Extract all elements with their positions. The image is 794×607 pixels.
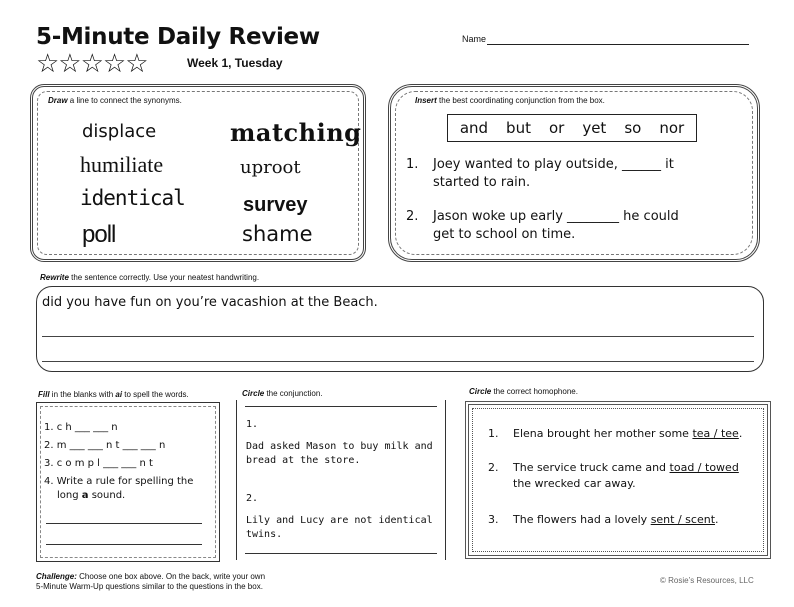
homophone-choice: sent / scent: [650, 513, 716, 526]
writing-line[interactable]: [42, 361, 754, 362]
bank-word: but: [506, 119, 531, 137]
homophone-instruction: Circle the correct homophone.: [469, 387, 578, 396]
homophone-q3[interactable]: The flowers had a lovely sent / scent.: [513, 513, 719, 526]
name-label: Name: [462, 34, 487, 44]
answer-line[interactable]: [46, 523, 202, 524]
week-label: Week 1, Tuesday: [187, 56, 283, 70]
conj-q1[interactable]: Joey wanted to play outside, ______ it started to rain.: [433, 157, 674, 190]
circle-q1-number: 1.: [246, 419, 259, 430]
synonym-left-4[interactable]: poll: [82, 221, 116, 248]
circle-conj-instruction: Circle the conjunction.: [242, 389, 323, 398]
rewrite-sentence: did you have fun on you’re vacashion at the Beach.: [42, 295, 378, 310]
conjunctions-instruction: Insert the best coordinating conjunction from the box.: [415, 96, 605, 105]
homophone-choice: toad / towed: [669, 461, 739, 474]
fill-instruction: Fill in the blanks with ai to spell the words.: [38, 390, 189, 399]
rewrite-instruction: Rewrite the sentence correctly. Use your neatest handwriting.: [40, 273, 260, 282]
synonym-right-2[interactable]: uproot: [240, 157, 301, 178]
synonym-right-4[interactable]: shame: [242, 222, 313, 246]
conjunction-word-bank: [447, 114, 697, 142]
bank-word: nor: [659, 119, 685, 137]
synonyms-instruction: Draw a line to connect the synonyms.: [48, 96, 182, 105]
copyright: © Rosie’s Resources, LLC: [660, 576, 754, 585]
circle-q1[interactable]: Dad asked Mason to buy milk and bread at the store.: [246, 441, 433, 466]
fill-item-4: 4. Write a rule for spelling the: [44, 476, 194, 487]
fill-list: [44, 419, 216, 503]
synonym-left-2[interactable]: humiliate: [80, 152, 164, 177]
synonym-left-1[interactable]: displace: [82, 121, 157, 142]
challenge-text: Challenge: Choose one box above. On the back, write your own 5-Minute Warm-Up questions similar to the questions in the box.: [36, 572, 266, 591]
conj-q2[interactable]: Jason woke up early ________ he could get to school on time.: [433, 209, 679, 242]
bank-word: and: [459, 119, 489, 137]
fill-item-4-cont: long a sound.: [57, 490, 126, 501]
star-rating[interactable]: ☆☆☆☆☆: [36, 48, 148, 78]
writing-line[interactable]: [42, 336, 754, 337]
answer-line[interactable]: [46, 544, 202, 545]
conj-q1-number: 1.: [406, 157, 419, 172]
synonym-right-1[interactable]: matching: [230, 118, 362, 147]
circle-q2[interactable]: Lily and Lucy are not identical twins.: [246, 515, 433, 540]
fill-item[interactable]: 1. c h ___ ___ n: [44, 422, 118, 433]
circle-q2-number: 2.: [246, 493, 259, 504]
name-line[interactable]: [487, 44, 749, 45]
fill-item[interactable]: 3. c o m p l ___ ___ n t: [44, 458, 153, 469]
homophone-q1[interactable]: Elena brought her mother some tea / tee.: [513, 427, 743, 440]
homophone-q3-number: 3.: [488, 513, 499, 526]
synonym-left-3[interactable]: identical: [80, 186, 185, 210]
homophone-choice: tea / tee: [692, 427, 739, 440]
bank-word: yet: [582, 119, 607, 137]
homophone-q2-number: 2.: [488, 461, 499, 474]
bank-word: so: [624, 119, 642, 137]
homophone-q1-number: 1.: [488, 427, 499, 440]
fill-item[interactable]: 2. m ___ ___ n t ___ ___ n: [44, 440, 166, 451]
page-title: 5-Minute Daily Review: [36, 24, 320, 50]
bank-word: or: [548, 119, 565, 137]
homophone-q2[interactable]: The service truck came and toad / towed the wrecked car away.: [513, 461, 739, 490]
conj-q2-number: 2.: [406, 209, 419, 224]
synonym-right-3[interactable]: survey: [243, 194, 308, 216]
